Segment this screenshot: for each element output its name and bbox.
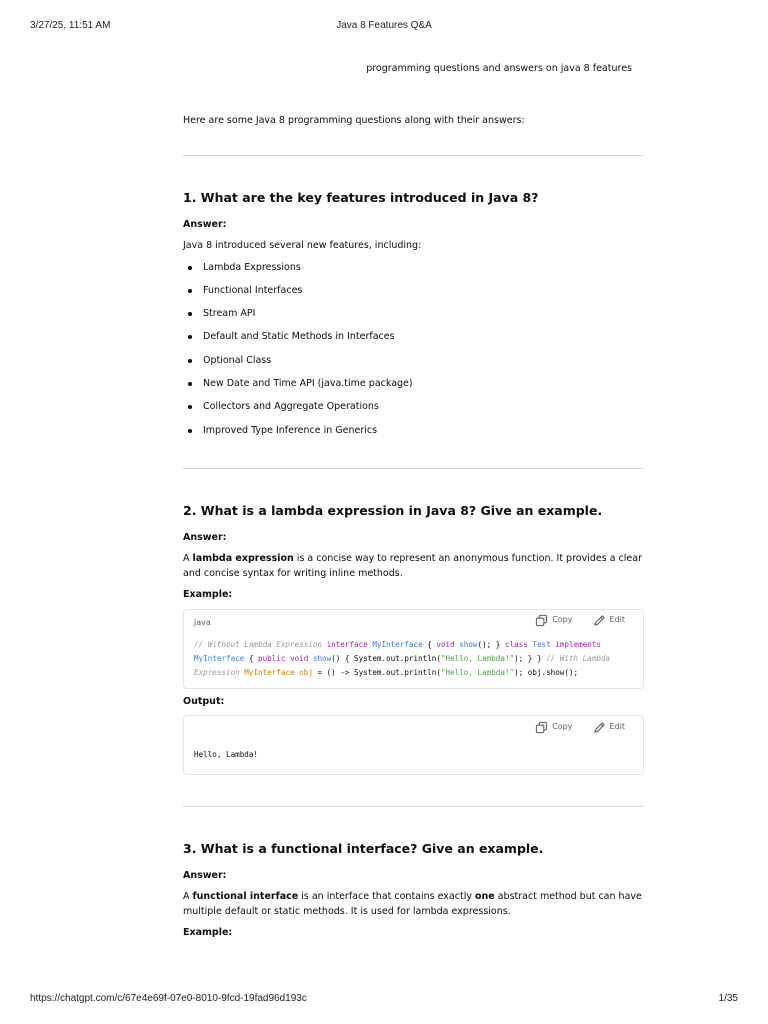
copy-button[interactable] bbox=[535, 721, 572, 734]
question-2-heading: 2. What is a lambda expression in Java 8? Give an example. bbox=[183, 502, 603, 518]
list-item: Functional Interfaces bbox=[183, 279, 644, 302]
edit-label: Edit bbox=[609, 722, 625, 732]
code-token-keyword: public bbox=[258, 654, 286, 664]
code-token-plain bbox=[601, 640, 606, 649]
code-language: java bbox=[194, 618, 211, 628]
print-footer bbox=[0, 993, 768, 1007]
print-page-number: 1/35 bbox=[718, 993, 738, 1004]
code-token-string: "Hello, Lambda!" bbox=[440, 668, 515, 678]
output-label: Output: bbox=[183, 696, 225, 708]
code-token-plain: ); obj.show(); bbox=[514, 668, 579, 678]
code-token-type: Test bbox=[532, 640, 551, 650]
answer-text: Java 8 introduced several new features, including: bbox=[183, 239, 422, 251]
code-token-plain: (); } bbox=[477, 640, 505, 650]
copy-icon bbox=[535, 721, 548, 734]
copy-button[interactable] bbox=[535, 614, 572, 627]
print-header bbox=[0, 20, 768, 34]
user-message: programming questions and answers on java 8 features bbox=[366, 63, 632, 74]
code-token-plain: () { System.out.println( bbox=[331, 654, 441, 664]
code-token-keyword: interface bbox=[326, 640, 368, 650]
code-token-type: MyInterface bbox=[194, 654, 245, 664]
copy-label: Copy bbox=[552, 722, 573, 732]
code-block-header bbox=[184, 716, 643, 740]
code-token-keyword: implements bbox=[555, 640, 601, 650]
code-block bbox=[183, 609, 644, 689]
list-item: Stream API bbox=[183, 302, 644, 325]
copy-label: Copy bbox=[552, 615, 573, 625]
code-token-string: "Hello, Lambda!" bbox=[440, 654, 515, 664]
edit-button[interactable] bbox=[593, 614, 626, 627]
code-token-type: MyInterface bbox=[372, 640, 423, 650]
edit-pencil-icon bbox=[593, 614, 606, 627]
list-item: Lambda Expressions bbox=[183, 256, 644, 279]
list-item: Improved Type Inference in Generics bbox=[183, 419, 644, 442]
list-item: Collectors and Aggregate Operations bbox=[183, 395, 644, 418]
code-token-comment: // Without Lambda Expression bbox=[194, 640, 323, 650]
assistant-response bbox=[183, 110, 644, 940]
code-block-header bbox=[184, 610, 643, 632]
bold-term: lambda expression bbox=[192, 553, 294, 564]
code-token-plain: = () -> System.out.println( bbox=[312, 668, 441, 678]
list-item: Optional Class bbox=[183, 349, 644, 372]
answer-label: Answer: bbox=[183, 532, 227, 544]
features-list bbox=[183, 256, 644, 442]
code-token-var: obj bbox=[299, 668, 313, 678]
copy-icon bbox=[535, 614, 548, 627]
edit-label: Edit bbox=[609, 615, 625, 625]
answer-text: A lambda expression is a concise way to represent an anonymous function. It provides a clear and concise syntax for writing inline methods. bbox=[183, 553, 642, 579]
output-block bbox=[183, 715, 644, 775]
code-token-plain: { bbox=[244, 654, 259, 664]
code-token-keyword: class bbox=[504, 640, 528, 650]
code-token-type: show bbox=[459, 640, 478, 650]
edit-button[interactable] bbox=[593, 721, 626, 734]
example-label: Example: bbox=[183, 589, 233, 601]
print-datetime: 3/27/25, 11:51 AM bbox=[30, 20, 111, 31]
output-content: Hello, Lambda! bbox=[194, 750, 259, 760]
code-token-keyword: void bbox=[290, 654, 309, 664]
bold-term: functional interface bbox=[192, 891, 299, 903]
code-token-plain: ); } } bbox=[514, 654, 547, 664]
divider bbox=[183, 155, 644, 156]
answer-label: Answer: bbox=[183, 219, 227, 231]
print-title: Java 8 Features Q&A bbox=[336, 20, 432, 31]
list-item: New Date and Time API (java.time package) bbox=[183, 372, 644, 395]
code-token-comment: // With Lambda Expression bbox=[194, 654, 615, 678]
intro-text: Here are some Java 8 programming questions along with their answers: bbox=[183, 115, 525, 126]
code-token-var: MyInterface bbox=[244, 668, 295, 678]
code-token-type: show bbox=[312, 654, 332, 664]
code-token-plain: { bbox=[422, 640, 437, 650]
divider bbox=[183, 468, 644, 469]
print-url: https://chatgpt.com/c/67e4e69f-07e0-8010-9fcd-19fad96d193c bbox=[30, 993, 307, 1004]
answer-label: Answer: bbox=[183, 870, 227, 882]
divider bbox=[183, 806, 644, 807]
edit-pencil-icon bbox=[593, 721, 606, 734]
example-label: Example: bbox=[183, 926, 233, 938]
list-item: Default and Static Methods in Interfaces bbox=[183, 325, 644, 348]
bold-term: one bbox=[474, 891, 495, 903]
question-1-heading: 1. What are the key features introduced in Java 8? bbox=[183, 189, 539, 205]
code-content bbox=[184, 632, 643, 688]
question-3-heading: 3. What is a functional interface? Give an example. bbox=[183, 841, 544, 857]
answer-text: A functional interface is an interface that contains exactly one abstract method but can have multiple default or static methods. It is used for lambda expressions. bbox=[183, 891, 642, 917]
code-token-keyword: void bbox=[436, 640, 455, 650]
